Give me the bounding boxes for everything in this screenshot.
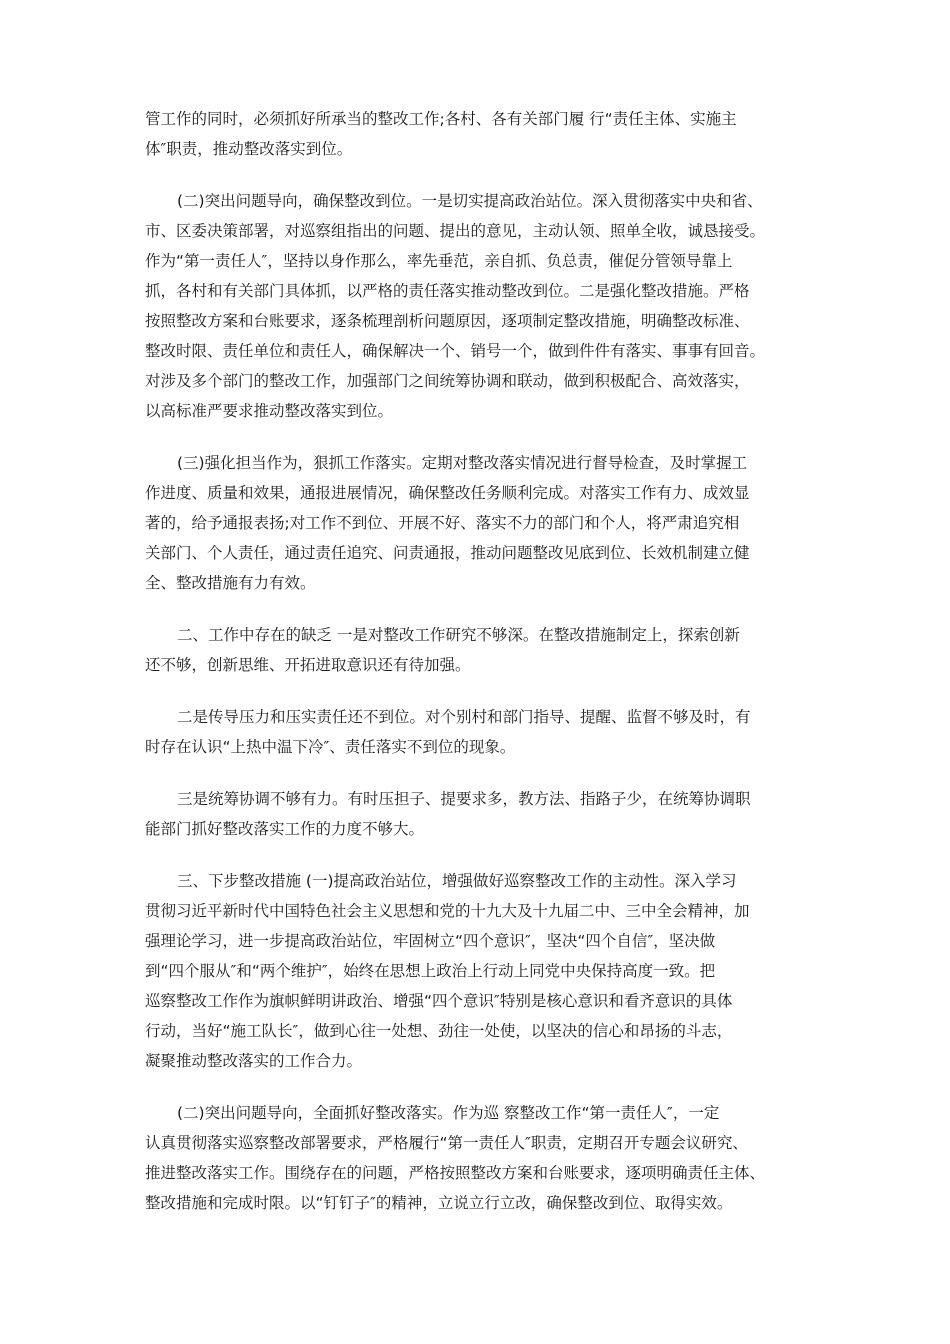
text-line: 巡察整改工作作为旗帜鲜明讲政治、增强“四个意识″特别是核心意识和看齐意识的具体 bbox=[145, 992, 733, 1010]
text-line: 二是传导压力和压实责任还不到位。对个别村和部门指导、提醒、监督不够及时，有 bbox=[177, 708, 751, 726]
text-line: (二)突出问题导向，全面抓好整改落实。作为巡 察整改工作“第一责任人″，一定 bbox=[177, 1104, 720, 1122]
text-line: 强理论学习，进一步提高政治站位，牢固树立“四个意识″，坚决“四个自信″，坚决做 bbox=[145, 932, 716, 950]
paragraph-problem-oriented bbox=[145, 186, 810, 426]
text-line: 管工作的同时，必须抓好所承当的整改工作;各村、各有关部门履 行“责任主体、实施主 bbox=[145, 110, 737, 128]
text-line: 贯彻习近平新时代中国特色社会主义思想和党的十九大及十九届二中、三中全会精神，加 bbox=[145, 902, 750, 920]
text-line: 认真贯彻落实巡察整改部署要求，严格履行“第一责任人″职责，定期召开专题会议研究、 bbox=[145, 1134, 748, 1152]
text-line: 凝聚推动整改落实的工作合力。 bbox=[145, 1052, 363, 1070]
text-line: 市、区委决策部署，对巡察组指出的问题、提出的意见，主动认领、照单全收，诚恳接受。 bbox=[145, 222, 766, 240]
text-line: 行动，当好“施工队长″，做到心往一处想、劲往一处使，以坚决的信心和昂扬的斗志， bbox=[145, 1022, 733, 1040]
text-line: 按照整改方案和台账要求，逐条梳理剖析问题原因，逐项制定整改措施，明确整改标准、 bbox=[145, 312, 750, 330]
text-line: 整改措施和完成时限。以“钉钉子″的精神，立说立行立改，确保整改到位、取得实效。 bbox=[145, 1194, 733, 1212]
text-line: 时存在认识“上热中温下冷″、责任落实不到位的现象。 bbox=[145, 738, 516, 756]
paragraph-responsibility-tail bbox=[145, 104, 810, 164]
paragraph-next-steps bbox=[145, 866, 810, 1076]
text-line: 到“四个服从″和“两个维护″，始终在思想上政治上行动上同党中央保持高度一致。把 bbox=[145, 962, 716, 980]
text-line: (二)突出问题导向，确保整改到位。一是切实提高政治站位。深入贯彻落实中央和省、 bbox=[177, 192, 763, 210]
text-line: 抓，各村和有关部门具体抓，以严格的责任落实推动整改到位。二是强化整改措施。严格 bbox=[145, 282, 750, 300]
text-line: 还不够，创新思维、开拓进取意识还有待加强。 bbox=[145, 656, 471, 674]
text-line: 二、工作中存在的缺乏 一是对整改工作研究不够深。在整改措施制定上，探索创新 bbox=[177, 626, 740, 644]
document-page bbox=[145, 104, 810, 1240]
paragraph-shortcomings-3 bbox=[145, 784, 810, 844]
text-line: 推进整改落实工作。围绕存在的问题，严格按照整改方案和台账要求，逐项明确责任主体、 bbox=[145, 1164, 766, 1182]
text-line: 对涉及多个部门的整改工作，加强部门之间统筹协调和联动，做到积极配合、高效落实， bbox=[145, 372, 750, 390]
text-line: 能部门抓好整改落实工作的力度不够大。 bbox=[145, 820, 425, 838]
text-line: 三是统筹协调不够有力。有时压担子、提要求多，教方法、指路子少，在统筹协调职 bbox=[177, 790, 751, 808]
text-line: (三)强化担当作为，狠抓工作落实。定期对整改落实情况进行督导检查，及时掌握工 bbox=[177, 454, 748, 472]
text-line: 体″职责，推动整改落实到位。 bbox=[145, 140, 353, 158]
paragraph-shortcomings-1 bbox=[145, 620, 810, 680]
text-line: 三、下步整改措施 (一)提高政治站位，增强做好巡察整改工作的主动性。深入学习 bbox=[177, 872, 737, 890]
text-line: 整改时限、责任单位和责任人，确保解决一个、销号一个，做到件件有落实、事事有回音。 bbox=[145, 342, 766, 360]
text-line: 以高标准严要求推动整改落实到位。 bbox=[145, 402, 394, 420]
paragraph-shortcomings-2 bbox=[145, 702, 810, 762]
text-line: 作为“第一责任人″，坚持以身作那么，率先垂范，亲自抓、负总责，催促分管领导靠上 bbox=[145, 252, 733, 270]
text-line: 关部门、个人责任，通过责任追究、问责通报，推动问题整改见底到位、长效机制建立健 bbox=[145, 544, 750, 562]
text-line: 作进度、质量和效果，通报进展情况，确保整改任务顺利完成。对落实工作有力、成效显 bbox=[145, 484, 750, 502]
paragraph-rectification bbox=[145, 1098, 810, 1218]
text-line: 著的，给予通报表扬;对工作不到位、开展不好、落实不力的部门和个人，将严肃追究相 bbox=[145, 514, 740, 532]
paragraph-take-responsibility bbox=[145, 448, 810, 598]
text-line: 全、整改措施有力有效。 bbox=[145, 574, 316, 592]
